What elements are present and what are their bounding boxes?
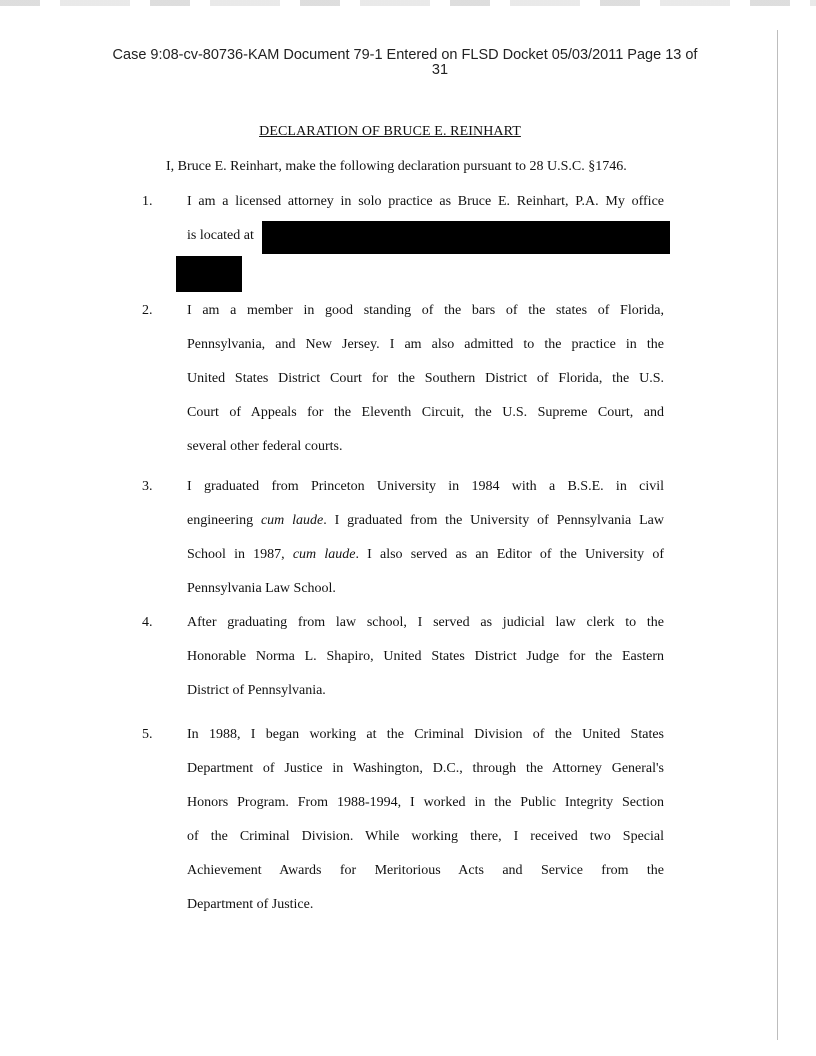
docket-header-line2: 31 [431, 62, 449, 78]
paragraph-body [187, 470, 664, 606]
paragraph-line: Pennsylvania, and New Jersey. I am also admitted to the practice in the [187, 337, 664, 352]
paragraph-line: Department of Justice in Washington, D.C., through the Attorney General's [187, 761, 664, 776]
paragraph-line: I graduated from Princeton University in 1984 with a B.S.E. in civil [187, 479, 664, 494]
paragraph-line: Achievement Awards for Meritorious Acts and Service from the [187, 863, 664, 878]
paragraph-body [187, 294, 664, 464]
paragraph-body [187, 718, 664, 922]
paragraph-line: In 1988, I began working at the Criminal Division of the United States [187, 727, 664, 742]
paragraph-line: engineering cum laude. I graduated from the University of Pennsylvania Law [187, 513, 664, 528]
paragraph-line: several other federal courts. [187, 439, 343, 454]
paragraph-line: After graduating from law school, I served as judicial law clerk to the [187, 615, 664, 630]
paragraph-line: Court of Appeals for the Eleventh Circuit, the U.S. Supreme Court, and [187, 405, 664, 420]
paragraph-line: Pennsylvania Law School. [187, 581, 336, 596]
docket-header-line1: Case 9:08-cv-80736-KAM Document 79-1 Entered on FLSD Docket 05/03/2011 Page 13 of [112, 47, 698, 63]
paragraph-line: Honors Program. From 1988-1994, I worked in the Public Integrity Section [187, 795, 664, 810]
paragraph-line: of the Criminal Division. While working there, I received two Special [187, 829, 664, 844]
paragraph-line: I am a licensed attorney in solo practice as Bruce E. Reinhart, P.A. My office [187, 194, 664, 209]
paragraph-number: 1. [142, 194, 153, 209]
paragraph-number: 3. [142, 479, 153, 494]
redaction-box [176, 256, 242, 292]
paragraph-line: United States District Court for the Southern District of Florida, the U.S. [187, 371, 664, 386]
intro-sentence: I, Bruce E. Reinhart, make the following declaration pursuant to 28 U.S.C. §1746. [166, 159, 627, 174]
paragraph-body [187, 606, 664, 708]
paragraph-line: Honorable Norma L. Shapiro, United States District Judge for the Eastern [187, 649, 664, 664]
scan-edge-top [0, 0, 816, 6]
document-title: DECLARATION OF BRUCE E. REINHART [259, 124, 521, 139]
redaction-box [262, 221, 670, 254]
paragraph-line: Department of Justice. [187, 897, 314, 912]
paragraph-number: 4. [142, 615, 153, 630]
paragraph-line: I am a member in good standing of the bars of the states of Florida, [187, 303, 664, 318]
scan-edge-right [777, 30, 778, 1040]
paragraph-line: District of Pennsylvania. [187, 683, 326, 698]
paragraph-number: 2. [142, 303, 153, 318]
paragraph-line: is located at [187, 228, 254, 243]
paragraph-line: School in 1987, cum laude. I also served as an Editor of the University of [187, 547, 664, 562]
docket-header [60, 47, 750, 78]
paragraph-number: 5. [142, 727, 153, 742]
